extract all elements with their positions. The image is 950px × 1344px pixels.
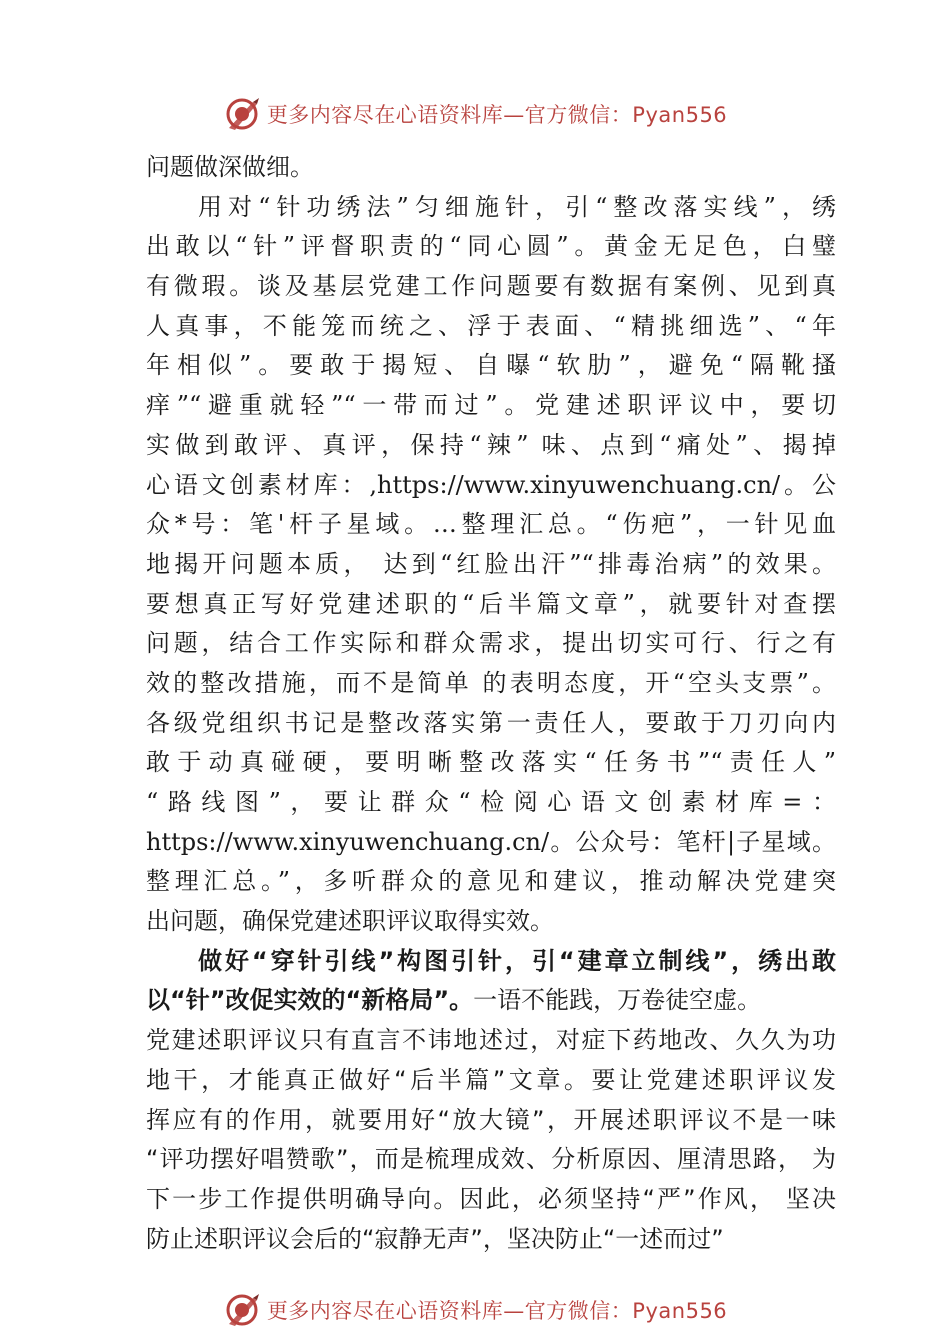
- text-line: 用对“针功绣法”匀细施针，引“整改落实线”，绣: [198, 192, 836, 221]
- text-line: “路线图”，要让群众“检阅心语文创素材库=：: [146, 788, 836, 816]
- text-line: 地揭开问题本质， 达到“红脸出汗”“排毒治病”的效果。: [146, 549, 836, 578]
- text-line: 有微瑕。谈及基层党建工作问题要有数据有案例、见到真: [146, 272, 836, 301]
- text-line: 要想真正写好党建述职的“后半篇文章”，就要针对查摆: [146, 589, 836, 618]
- text-line: 敢于动真碰硬，要明晰整改落实“任务书”“责任人”: [146, 748, 836, 777]
- text-line-mixed: [146, 981, 836, 1021]
- text-line: 实做到敢评、真评，保持“辣” 味、点到“痛处”、揭掉: [146, 430, 836, 459]
- text-line: 人真事，不能笼而统之、浮于表面、“精挑细选”、“年: [146, 311, 836, 340]
- text-line: 出问题，确保党建述职评议取得实效。: [146, 907, 554, 936]
- text-line: 下一步工作提供明确导向。因此，必须坚持“严”作风， 坚决: [146, 1184, 836, 1213]
- text-line: https://www.xinyuwenchuang.cn/。公众号：笔杆|子星域。: [146, 827, 836, 856]
- text-line: 效的整改措施，而不是简单 的表明态度，开“空头支票”。: [146, 668, 836, 697]
- text-line: 挥应有的作用，就要用好“放大镜”，开展述职评议不是一味: [146, 1105, 836, 1134]
- header-watermark-text: 更多内容尽在心语资料库—官方微信：Pyan556: [266, 103, 728, 127]
- text-line: 众*号：笔'杆子星域。…整理汇总。“伤疤”，一针见血: [146, 510, 836, 539]
- text-line: 整理汇总。”，多听群众的意见和建议，推动解决党建突: [146, 867, 836, 896]
- text-line: 问题，结合工作实际和群众需求，提出切实可行、行之有: [146, 629, 836, 658]
- text-fragment: 一语不能践，万卷徒空虚。: [473, 986, 762, 1015]
- text-line: 痒”“避重就轻”“一带而过”。党建述职评议中，要切: [146, 391, 836, 420]
- text-line: 心语文创素材库：,https://www.xinyuwenchuang.cn/。公: [146, 470, 836, 499]
- header-watermark: [0, 92, 950, 136]
- footer-watermark-text: 更多内容尽在心语资料库—官方微信：Pyan556: [266, 1299, 728, 1323]
- text-line: 地干，才能真正做好“后半篇”文章。要让党建述职评议发: [146, 1065, 836, 1094]
- text-line: 出敢以“针”评督职责的“同心圆”。黄金无足色，白璧: [146, 232, 836, 261]
- text-line: 党建述职评议只有直言不讳地述过，对症下药地改、久久为功: [146, 1026, 836, 1055]
- pen-seal-icon: [223, 94, 263, 134]
- text-line: 年相似”。要敢于揭短、自曝“软肋”，避免“隔靴搔: [146, 351, 836, 380]
- text-line: “评功摆好唱赞歌”，而是梳理成效、分析原因、厘清思路， 为: [146, 1145, 836, 1174]
- bold-heading-fragment: 以“针”改促实效的“新格局”。: [146, 986, 474, 1015]
- text-line: 各级党组织书记是整改落实第一责任人，要敢于刀刃向内: [146, 708, 836, 737]
- bold-heading-line: 做好“穿针引线”构图引针，引“建章立制线”，绣出敢: [198, 946, 836, 975]
- text-line: 防止述职评议会后的“寂静无声”，坚决防止“一述而过”: [146, 1224, 724, 1253]
- text-line: 问题做深做细。: [146, 153, 314, 181]
- pen-seal-icon: [223, 1290, 263, 1330]
- footer-watermark: [0, 1288, 950, 1332]
- document-body: [146, 148, 836, 1259]
